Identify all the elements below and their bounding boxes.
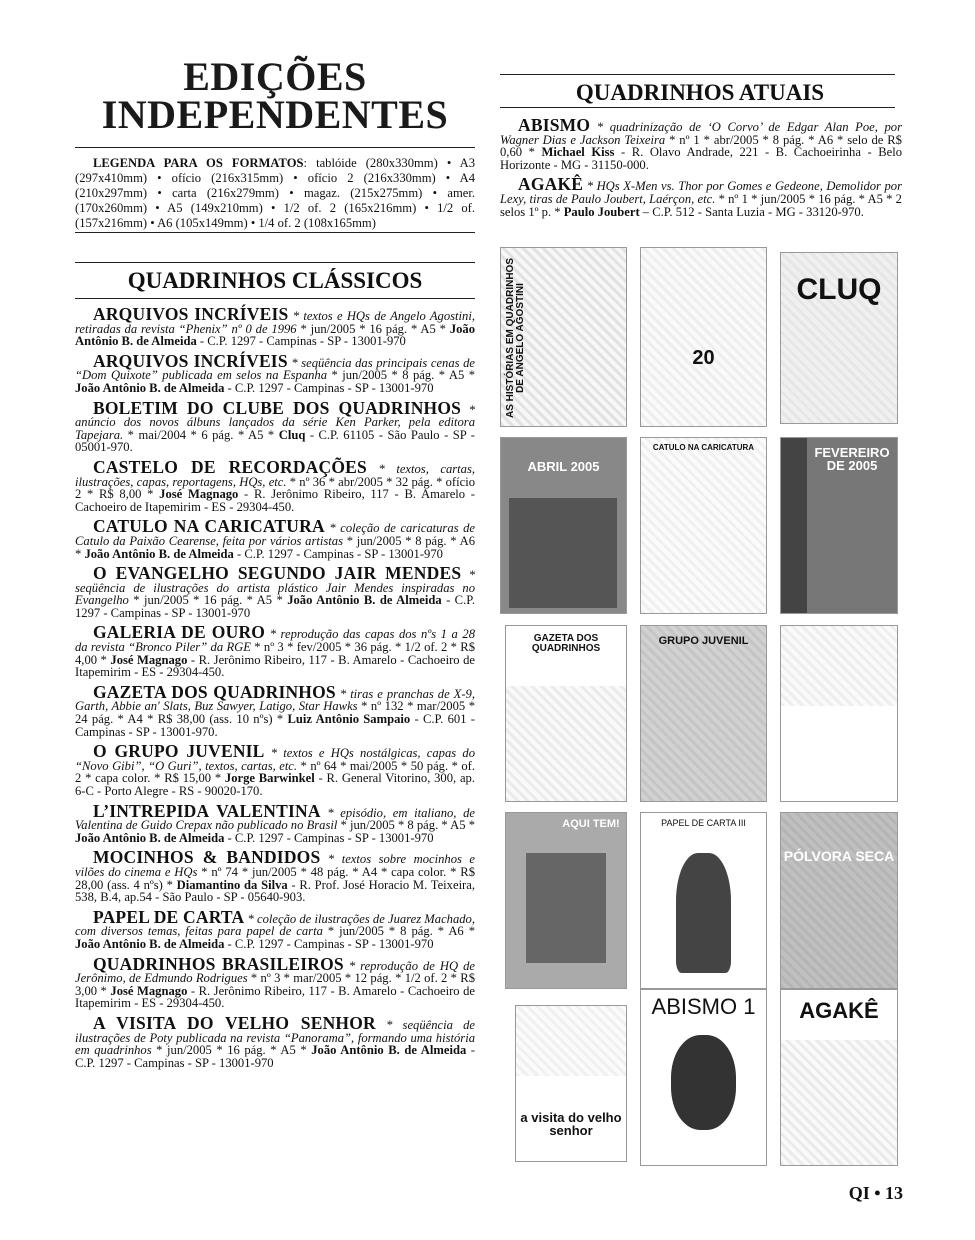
entry-publisher: Paulo Joubert <box>563 204 640 219</box>
entry-publisher: João Antônio B. de Almeida <box>311 1043 467 1058</box>
cover-abismo: ABISMO 1 <box>640 989 767 1166</box>
entry <box>75 304 475 349</box>
entry-address: - C.P. 1297 - Campinas - SP - 13001-970 <box>75 593 475 620</box>
page-title-line-2: INDEPENDENTES <box>101 92 449 137</box>
entry-description: * textos, cartas, ilustrações, capas, reportagens, HQs, etc. <box>75 461 475 489</box>
entry-title: AGAKÊ <box>518 174 584 195</box>
divider <box>75 262 475 263</box>
cover-catulo: CATULO NA CARICATURA <box>640 437 767 614</box>
entry-publisher: João Antônio B. de Almeida <box>75 830 225 845</box>
legend-text: : tablóide (280x330mm) • A3 (297x410mm) • ofício (216x315mm) • ofício 2 (216x330mm) • A4 (210x297mm) • carta (216x279mm) • magaz. (215x275mm) • amer. (170x260mm) • A5 (149x210mm) • 1/2 of. 2 (165x216mm) • 1/2 of. (157x216mm) • A6 (105x149mm) • 1/4 of. 2 (108x165mm) <box>75 156 476 230</box>
entry-address: - C.P. 1297 - Campinas - SP - 13001-970 <box>224 830 434 845</box>
entry-title: MOCINHOS & BANDIDOS <box>93 847 321 868</box>
entry-details: * jun/2005 * 8 pág. * A6 * <box>75 533 475 561</box>
cover-quadrinhos-brasileiros: PÓLVORA SECA <box>780 812 898 989</box>
entry-description: * coleção de ilustrações de Juarez Machado, com diversos temas, feitas para papel de carta <box>75 911 475 939</box>
entry-details: * nº 36 * abr/2005 * 32 pág. * ofício 2 * R$ 8,00 * <box>75 474 475 502</box>
entry-details: * jun/2005 * 16 pág. * A5 * <box>128 593 288 608</box>
entry-description: * reprodução das capas dos nºs 1 a 28 da revista “Bronco Piler” da RGE <box>75 627 476 655</box>
entry-title: ARQUIVOS INCRÍVEIS <box>93 304 289 324</box>
entry-title: GALERIA DE OURO <box>93 622 266 643</box>
entry <box>75 456 475 514</box>
entry <box>75 953 476 1011</box>
entry-publisher: João Antônio B. de Almeida <box>84 546 234 561</box>
entry-address: - C.P. 1297 - Campinas - SP - 13001-970 <box>196 334 406 349</box>
entry-publisher: Jorge Barwinkel <box>224 771 315 786</box>
entry-details: * jun/2005 * 16 pág. * A5 * <box>151 1043 312 1058</box>
entry <box>75 397 475 455</box>
entry-description: * quadrinização de ‘O Corvo’ de Edgar Alan Poe, por Wagner Dias e Jackson Teixeira <box>500 120 902 147</box>
entry <box>75 516 476 561</box>
entry-address: - R. Prof. José Horacio M. Teixeira, 538, B.4, ap.54 - São Paulo - SP - 05640-903. <box>75 877 475 905</box>
page-title <box>75 54 475 137</box>
entry-publisher: Diamantino da Silva <box>176 877 288 892</box>
entry-description: * anúncio dos novos álbuns lançados da série Ken Parker, pela editora Tapejara. <box>75 402 475 442</box>
entry-details: * nº 74 * jun/2005 * 48 pág. * A4 * capa color. * R$ 28,00 (ass. 4 nºs) * <box>75 864 475 892</box>
entry-title: BOLETIM DO CLUBE DOS QUADRINHOS <box>93 397 462 418</box>
entry-publisher: Michael Kiss <box>541 145 615 160</box>
entry-details: * nº 64 * mai/2005 * 50 pág. * of. 2 * capa color. * R$ 15,00 * <box>75 758 476 786</box>
entry-title: A VISITA DO VELHO SENHOR <box>93 1012 376 1033</box>
cover-agake: AGAKÊ <box>780 989 898 1166</box>
entry-details: * jun/2005 * 8 pág. * A5 * <box>327 368 475 383</box>
cover-papel: PAPEL DE CARTA III <box>640 812 767 989</box>
entry-title: GAZETA DOS QUADRINHOS <box>93 681 336 702</box>
entry-publisher: Cluq <box>278 427 306 442</box>
page-number: QI • 13 <box>848 1183 903 1203</box>
cover-grupo: GRUPO JUVENIL <box>640 625 767 802</box>
entry-description: * reprodução de HQ de Jerônimo, de Edmundo Rodrigues <box>75 958 475 986</box>
section-title-atuais: QUADRINHOS ATUAIS <box>575 80 825 105</box>
entry-address: - C.P. 601 - Campinas - SP - 13001-970. <box>75 712 475 739</box>
divider <box>75 298 475 299</box>
entry-address: - C.P. 61105 - São Paulo - SP - 05001-970. <box>75 427 475 455</box>
divider <box>500 74 895 75</box>
entry-address: - R. Jerônimo Ribeiro, 117 - B. Amarelo - Cachoeiro de Itapemirim - ES - 29304-450. <box>75 983 476 1011</box>
entry <box>75 1012 475 1070</box>
entry-address: - C.P. 1297 - Campinas - SP - 13001-970 <box>75 1043 475 1070</box>
entry-address: - C.P. 1297 - Campinas - SP - 13001-970 <box>233 546 443 561</box>
entry-details: * nº 1 * jun/2005 * 16 pág. * A5 * 2 selos 1º p. * <box>500 191 902 219</box>
page-title-line-1: EDIÇÕES <box>183 54 367 99</box>
entry-details: * mai/2004 * 6 pág. * A5 * <box>123 427 279 442</box>
entry-address: - C.P. 1297 - Campinas - SP - 13001-970 <box>224 936 434 951</box>
entries-atuais <box>500 115 902 225</box>
entries-classicos <box>75 304 476 1076</box>
cover-arquivos-1: AS HISTÓRIAS EM QUADRINHOS DE ANGELO AGOSTINI <box>500 247 627 427</box>
entry-address: – C.P. 512 - Santa Luzia - MG - 33120-970. <box>639 204 864 219</box>
entry-description: * episódio, em italiano, de Valentina de Guido Crepax não publicado no Brasil <box>75 805 475 833</box>
entry-publisher: João Antônio B. de Almeida <box>75 321 475 349</box>
entry <box>75 350 475 395</box>
entry <box>75 741 476 798</box>
section-title-classicos: QUADRINHOS CLÁSSICOS <box>127 268 423 293</box>
entry <box>75 563 475 620</box>
entry-details: * nº 3 * fev/2005 * 36 pág. * 1/2 of. 2 * R$ 4,00 * <box>75 640 475 667</box>
entry-title: L’INTREPIDA VALENTINA <box>93 800 321 821</box>
entry <box>500 174 902 219</box>
entry-description: * seqüência de ilustrações de Poty publicada na revista “Panorama”, formando uma história em quadrinhos <box>75 1017 475 1058</box>
entry-publisher: José Magnago <box>159 487 239 502</box>
entry-address: - R. General Vitorino, 300, ap. 6-C - Porto Alegre - RS - 90020-170. <box>75 771 475 798</box>
entry-description: * coleção de caricaturas de Catulo da Paixão Cearense, feita por vários artistas <box>75 521 476 548</box>
entry-description: * HQs X-Men vs. Thor por Gomes e Gedeone, Demolidor por Lexy, tiras de Paulo Joubert, Laérçon, etc. <box>500 179 902 206</box>
cover-castelo: ABRIL 2005 <box>500 437 627 614</box>
entry <box>75 622 476 680</box>
entry-address: - C.P. 1297 - Campinas - SP - 13001-970 <box>224 380 434 395</box>
entry-publisher: João Antônio B. de Almeida <box>287 593 442 608</box>
entry-title: QUADRINHOS BRASILEIROS <box>93 953 344 974</box>
entry <box>75 800 476 845</box>
entry-address: - R. Olavo Andrade, 221 - B. Cachoeirinha - Belo Horizonte - MG - 31150-000. <box>500 145 902 172</box>
cover-arquivos-2: 20 <box>640 247 767 427</box>
entry-description: * textos e HQs de Angelo Agostini, retiradas da revista “Phenix” nº 0 de 1996 <box>75 309 475 336</box>
entry-title: CASTELO DE RECORDAÇÕES <box>93 456 367 477</box>
entry-description: * seqüência de ilustrações do artista plástico Jair Mendes inspiradas no Evangelho <box>75 568 475 608</box>
entry-title: O EVANGELHO SEGUNDO JAIR MENDES <box>93 563 462 584</box>
entry-description: * tiras e pranchas de X-9, Garth, Abbie an' Slats, Buz Sawyer, Latigo, Star Hawks <box>75 686 475 714</box>
entry <box>500 115 902 172</box>
entry-title: PAPEL DE CARTA <box>93 906 245 927</box>
entry-details: * jun/2005 * 16 pág. * A5 * <box>296 321 450 336</box>
entry-title: ARQUIVOS INCRÍVEIS <box>93 350 288 371</box>
entry-description: * textos sobre mocinhos e vilões do cinema e HQs <box>75 852 475 879</box>
legend-label: LEGENDA PARA OS FORMATOS <box>93 156 304 170</box>
entry <box>75 847 475 905</box>
entry-title: CATULO NA CARICATURA <box>93 516 325 537</box>
entry-details: * jun/2005 * 8 pág. * A5 * <box>337 818 476 833</box>
entry-details: * nº 132 * mar/2005 * 24 pág. * A4 * R$ 38,00 (ass. 10 nºs) * <box>75 699 475 727</box>
cover-cluq: CLUQ <box>780 252 898 424</box>
entry-publisher: José Magnago <box>110 652 188 667</box>
entry-title: O GRUPO JUVENIL <box>93 741 265 762</box>
cover-gazeta: GAZETA DOS QUADRINHOS <box>505 625 627 802</box>
entry-description: * seqüência das principais cenas de “Dom Quixote” publicada em selos na Espanha <box>75 355 475 383</box>
cover-gallery <box>500 247 905 1167</box>
cover-visita: a visita do velho senhor <box>515 1005 627 1162</box>
cover-galeria: FEVEREIRO DE 2005 <box>780 437 898 614</box>
divider <box>500 107 895 108</box>
divider <box>75 147 475 148</box>
entry-address: - R. Jerônimo Ribeiro, 117 - B. Amarelo - Cachoeiro de Itapemirim - ES - 29304-450. <box>75 652 476 680</box>
entry-address: - R. Jerônimo Ribeiro, 117 - B. Amarelo - Cachoeiro de Itapemirim - ES - 29304-450. <box>75 487 475 514</box>
divider <box>75 232 475 233</box>
format-legend <box>75 156 475 231</box>
cover-mocinhos: AQUI TEM! <box>505 812 627 989</box>
entry-details: * nº 1 * abr/2005 * 8 pág. * A6 * selo de R$ 0,60 * <box>500 132 902 160</box>
entry-title: ABISMO <box>518 115 591 135</box>
entry-publisher: Luiz Antônio Sampaio <box>287 712 411 727</box>
entry-description: * textos e HQs nostálgicas, capas do “Novo Gibi”, “O Guri”, textos, cartas, etc. <box>75 746 476 773</box>
entry-publisher: José Magnago <box>110 983 188 998</box>
entry-details: * jun/2005 * 8 pág. * A6 * <box>322 924 475 939</box>
entry-publisher: João Antônio B. de Almeida <box>75 936 225 951</box>
entry <box>75 906 475 951</box>
cover-valentina <box>780 625 898 802</box>
entry-publisher: João Antônio B. de Almeida <box>75 380 225 395</box>
entry-details: * nº 3 * mar/2005 * 12 pág. * 1/2 of. 2 * R$ 3,00 * <box>75 971 475 998</box>
entry <box>75 681 475 739</box>
